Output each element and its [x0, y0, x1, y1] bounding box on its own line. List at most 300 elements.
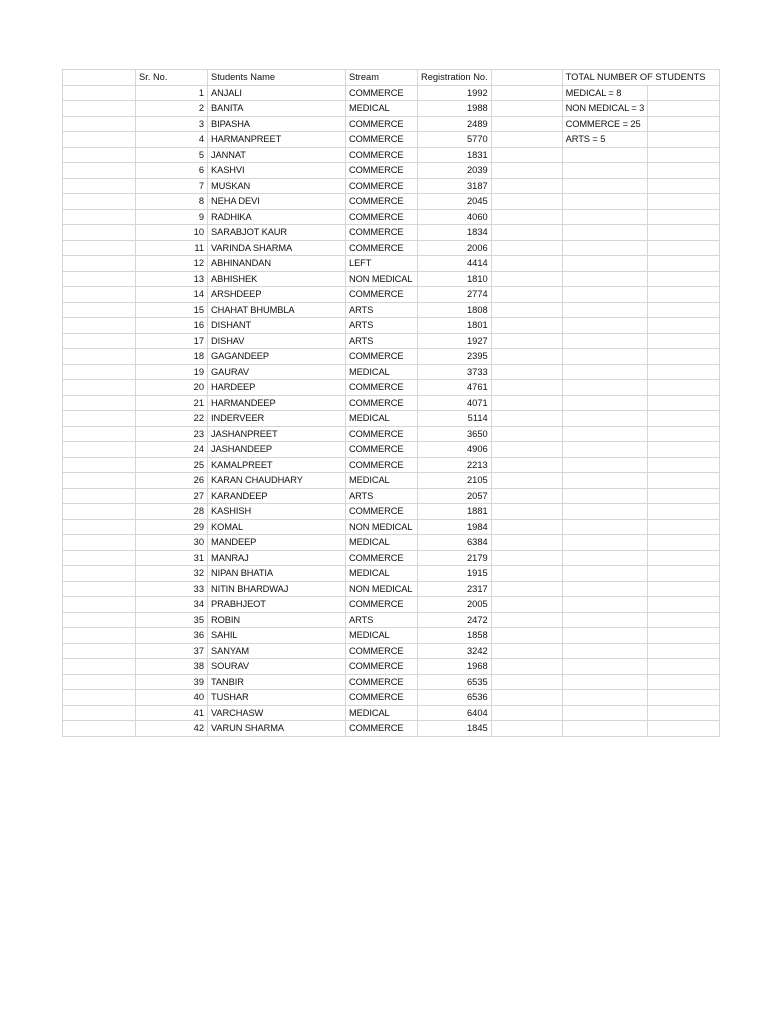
blank-cell [491, 535, 562, 551]
blank-cell [491, 581, 562, 597]
registration-no-cell: 2489 [418, 116, 492, 132]
student-name-cell: BANITA [208, 101, 346, 117]
blank-cell [648, 225, 720, 241]
blank-cell [63, 209, 136, 225]
summary-cell [562, 209, 648, 225]
sr-no-cell: 35 [136, 612, 208, 628]
student-name-cell: HARMANPREET [208, 132, 346, 148]
student-name-cell: DISHANT [208, 318, 346, 334]
stream-cell: NON MEDICAL [346, 271, 418, 287]
blank-cell [648, 457, 720, 473]
registration-no-cell: 2317 [418, 581, 492, 597]
stream-cell: MEDICAL [346, 364, 418, 380]
stream-cell: NON MEDICAL [346, 581, 418, 597]
table-row [63, 287, 720, 303]
blank-cell [491, 628, 562, 644]
table-row [63, 721, 720, 737]
blank-cell [491, 705, 562, 721]
table-row [63, 442, 720, 458]
table-row [63, 473, 720, 489]
stream-cell: COMMERCE [346, 209, 418, 225]
sr-no-cell: 19 [136, 364, 208, 380]
summary-cell [562, 271, 648, 287]
table-row [63, 535, 720, 551]
blank-cell [648, 411, 720, 427]
summary-cell [562, 442, 648, 458]
student-name-cell: KASHVI [208, 163, 346, 179]
blank-cell [63, 519, 136, 535]
blank-cell [63, 628, 136, 644]
summary-cell [562, 411, 648, 427]
summary-cell [562, 395, 648, 411]
student-name-cell: DISHAV [208, 333, 346, 349]
summary-cell: ARTS = 5 [562, 132, 648, 148]
table-row [63, 488, 720, 504]
blank-cell [63, 581, 136, 597]
summary-cell [562, 364, 648, 380]
table-row [63, 380, 720, 396]
registration-no-cell: 6536 [418, 690, 492, 706]
table-row [63, 643, 720, 659]
blank-cell [63, 302, 136, 318]
summary-cell [562, 628, 648, 644]
student-name-cell: INDERVEER [208, 411, 346, 427]
blank-cell [491, 364, 562, 380]
summary-cell: TOTAL NUMBER OF STUDENTS [562, 70, 720, 86]
summary-cell [562, 690, 648, 706]
student-name-cell: KAMALPREET [208, 457, 346, 473]
student-name-cell: JASHANPREET [208, 426, 346, 442]
blank-cell [491, 318, 562, 334]
stream-cell: ARTS [346, 612, 418, 628]
student-name-cell: NIPAN BHATIA [208, 566, 346, 582]
blank-cell [491, 473, 562, 489]
blank-cell [491, 349, 562, 365]
registration-no-cell: 2395 [418, 349, 492, 365]
table-row [63, 457, 720, 473]
blank-cell [63, 488, 136, 504]
summary-cell [562, 612, 648, 628]
blank-cell [491, 132, 562, 148]
blank-cell [63, 271, 136, 287]
stream-cell: MEDICAL [346, 705, 418, 721]
blank-cell [491, 225, 562, 241]
blank-cell [491, 519, 562, 535]
student-name-cell: MUSKAN [208, 178, 346, 194]
sr-no-cell: 34 [136, 597, 208, 613]
blank-cell [63, 690, 136, 706]
sr-no-cell: 32 [136, 566, 208, 582]
student-name-cell: SAHIL [208, 628, 346, 644]
registration-no-cell: 1858 [418, 628, 492, 644]
stream-cell: MEDICAL [346, 628, 418, 644]
blank-cell [648, 380, 720, 396]
sr-no-cell: 17 [136, 333, 208, 349]
blank-cell [648, 628, 720, 644]
sr-no-cell: 3 [136, 116, 208, 132]
blank-cell [491, 504, 562, 520]
summary-cell: MEDICAL = 8 [562, 85, 648, 101]
blank-cell [491, 550, 562, 566]
registration-no-cell: 6404 [418, 705, 492, 721]
student-name-cell: JANNAT [208, 147, 346, 163]
blank-cell [63, 457, 136, 473]
sr-no-cell: 31 [136, 550, 208, 566]
blank-cell [491, 643, 562, 659]
registration-no-cell: 1810 [418, 271, 492, 287]
blank-cell [491, 240, 562, 256]
blank-cell [63, 643, 136, 659]
blank-cell [491, 566, 562, 582]
blank-cell [491, 163, 562, 179]
blank-cell [491, 333, 562, 349]
header-stream: Stream [346, 70, 418, 86]
sr-no-cell: 36 [136, 628, 208, 644]
blank-cell [491, 271, 562, 287]
stream-cell: LEFT [346, 256, 418, 272]
summary-cell [562, 457, 648, 473]
blank-cell [648, 519, 720, 535]
summary-cell [562, 504, 648, 520]
blank-cell [491, 442, 562, 458]
blank-cell [491, 209, 562, 225]
registration-no-cell: 2006 [418, 240, 492, 256]
blank-cell [63, 705, 136, 721]
stream-cell: COMMERCE [346, 225, 418, 241]
student-name-cell: GAURAV [208, 364, 346, 380]
summary-cell [562, 147, 648, 163]
blank-cell [63, 101, 136, 117]
stream-cell: MEDICAL [346, 411, 418, 427]
stream-cell: COMMERCE [346, 147, 418, 163]
summary-cell [562, 318, 648, 334]
registration-no-cell: 2057 [418, 488, 492, 504]
stream-cell: COMMERCE [346, 194, 418, 210]
stream-cell: COMMERCE [346, 163, 418, 179]
stream-cell: COMMERCE [346, 504, 418, 520]
sr-no-cell: 22 [136, 411, 208, 427]
blank-cell [63, 674, 136, 690]
stream-cell: ARTS [346, 333, 418, 349]
blank-cell [491, 70, 562, 86]
blank-cell [648, 240, 720, 256]
blank-cell [648, 395, 720, 411]
blank-cell [63, 659, 136, 675]
blank-cell [491, 302, 562, 318]
blank-cell [63, 163, 136, 179]
blank-cell [63, 535, 136, 551]
table-row [63, 504, 720, 520]
blank-cell [63, 550, 136, 566]
registration-no-cell: 3650 [418, 426, 492, 442]
summary-cell [562, 550, 648, 566]
blank-cell [63, 349, 136, 365]
registration-no-cell: 2472 [418, 612, 492, 628]
sr-no-cell: 42 [136, 721, 208, 737]
registration-no-cell: 1845 [418, 721, 492, 737]
blank-cell [63, 380, 136, 396]
registration-no-cell: 2213 [418, 457, 492, 473]
student-name-cell: NITIN BHARDWAJ [208, 581, 346, 597]
registration-no-cell: 1881 [418, 504, 492, 520]
blank-cell [491, 256, 562, 272]
blank-cell [648, 147, 720, 163]
sr-no-cell: 7 [136, 178, 208, 194]
student-name-cell: JASHANDEEP [208, 442, 346, 458]
sr-no-cell: 24 [136, 442, 208, 458]
student-name-cell: ROBIN [208, 612, 346, 628]
summary-cell [562, 349, 648, 365]
registration-no-cell: 2039 [418, 163, 492, 179]
student-name-cell: SARABJOT KAUR [208, 225, 346, 241]
blank-cell [63, 597, 136, 613]
registration-no-cell: 1831 [418, 147, 492, 163]
summary-cell [562, 566, 648, 582]
blank-cell [648, 163, 720, 179]
sr-no-cell: 33 [136, 581, 208, 597]
blank-cell [63, 240, 136, 256]
stream-cell: COMMERCE [346, 240, 418, 256]
stream-cell: COMMERCE [346, 426, 418, 442]
registration-no-cell: 2105 [418, 473, 492, 489]
registration-no-cell: 2045 [418, 194, 492, 210]
summary-cell [562, 705, 648, 721]
blank-cell [63, 256, 136, 272]
summary-cell [562, 488, 648, 504]
table-row [63, 163, 720, 179]
blank-cell [491, 380, 562, 396]
registration-no-cell: 4761 [418, 380, 492, 396]
sr-no-cell: 13 [136, 271, 208, 287]
stream-cell: COMMERCE [346, 457, 418, 473]
student-name-cell: KARAN CHAUDHARY [208, 473, 346, 489]
blank-cell [63, 612, 136, 628]
summary-cell [562, 721, 648, 737]
sr-no-cell: 6 [136, 163, 208, 179]
summary-cell [562, 302, 648, 318]
table-row [63, 318, 720, 334]
blank-cell [648, 581, 720, 597]
summary-cell [562, 194, 648, 210]
stream-cell: NON MEDICAL [346, 519, 418, 535]
table-row [63, 147, 720, 163]
table-row [63, 349, 720, 365]
blank-cell [491, 116, 562, 132]
stream-cell: ARTS [346, 318, 418, 334]
registration-no-cell: 3187 [418, 178, 492, 194]
registration-no-cell: 1968 [418, 659, 492, 675]
stream-cell: COMMERCE [346, 597, 418, 613]
table-row [63, 690, 720, 706]
blank-cell [648, 690, 720, 706]
sr-no-cell: 26 [136, 473, 208, 489]
sr-no-cell: 29 [136, 519, 208, 535]
sr-no-cell: 15 [136, 302, 208, 318]
summary-cell: COMMERCE = 25 [562, 116, 648, 132]
sr-no-cell: 41 [136, 705, 208, 721]
table-row [63, 240, 720, 256]
blank-cell [63, 364, 136, 380]
stream-cell: COMMERCE [346, 643, 418, 659]
sr-no-cell: 8 [136, 194, 208, 210]
student-name-cell: RADHIKA [208, 209, 346, 225]
stream-cell: COMMERCE [346, 85, 418, 101]
registration-no-cell: 6535 [418, 674, 492, 690]
sr-no-cell: 16 [136, 318, 208, 334]
stream-cell: MEDICAL [346, 101, 418, 117]
summary-cell [562, 659, 648, 675]
stream-cell: COMMERCE [346, 116, 418, 132]
student-name-cell: GAGANDEEP [208, 349, 346, 365]
blank-cell [648, 721, 720, 737]
registration-no-cell: 1988 [418, 101, 492, 117]
registration-no-cell: 1801 [418, 318, 492, 334]
blank-cell [491, 612, 562, 628]
sr-no-cell: 10 [136, 225, 208, 241]
summary-cell: NON MEDICAL = 3 [562, 101, 648, 117]
sr-no-cell: 30 [136, 535, 208, 551]
blank-cell [63, 132, 136, 148]
table-row [63, 364, 720, 380]
student-name-cell: ABHISHEK [208, 271, 346, 287]
table-row [63, 411, 720, 427]
blank-cell [648, 256, 720, 272]
blank-cell [63, 225, 136, 241]
blank-cell [491, 178, 562, 194]
blank-cell [491, 426, 562, 442]
registration-no-cell: 2179 [418, 550, 492, 566]
student-name-cell: SOURAV [208, 659, 346, 675]
stream-cell: MEDICAL [346, 535, 418, 551]
registration-no-cell: 6384 [418, 535, 492, 551]
summary-cell [562, 426, 648, 442]
table-row [63, 705, 720, 721]
sr-no-cell: 25 [136, 457, 208, 473]
stream-cell: COMMERCE [346, 550, 418, 566]
blank-cell [648, 349, 720, 365]
summary-cell [562, 256, 648, 272]
blank-cell [491, 674, 562, 690]
summary-cell [562, 674, 648, 690]
sr-no-cell: 39 [136, 674, 208, 690]
blank-cell [648, 302, 720, 318]
blank-cell [491, 287, 562, 303]
blank-cell [648, 550, 720, 566]
blank-cell [63, 70, 136, 86]
blank-cell [63, 318, 136, 334]
table-row [63, 566, 720, 582]
student-name-cell: CHAHAT BHUMBLA [208, 302, 346, 318]
table-row [63, 101, 720, 117]
summary-cell [562, 287, 648, 303]
summary-cell [562, 535, 648, 551]
blank-cell [63, 473, 136, 489]
table-row [63, 612, 720, 628]
blank-cell [648, 442, 720, 458]
registration-no-cell: 1927 [418, 333, 492, 349]
sr-no-cell: 20 [136, 380, 208, 396]
blank-cell [648, 488, 720, 504]
summary-cell [562, 380, 648, 396]
blank-cell [648, 333, 720, 349]
blank-cell [648, 473, 720, 489]
table-row [63, 132, 720, 148]
blank-cell [648, 364, 720, 380]
blank-cell [63, 178, 136, 194]
stream-cell: ARTS [346, 302, 418, 318]
blank-cell [63, 287, 136, 303]
stream-cell: ARTS [346, 488, 418, 504]
sr-no-cell: 2 [136, 101, 208, 117]
summary-cell [562, 643, 648, 659]
blank-cell [648, 116, 720, 132]
stream-cell: COMMERCE [346, 132, 418, 148]
sr-no-cell: 37 [136, 643, 208, 659]
summary-cell [562, 178, 648, 194]
table-row [63, 674, 720, 690]
summary-cell [562, 581, 648, 597]
blank-cell [63, 504, 136, 520]
sr-no-cell: 28 [136, 504, 208, 520]
blank-cell [648, 535, 720, 551]
table-row [63, 426, 720, 442]
blank-cell [491, 147, 562, 163]
blank-cell [63, 333, 136, 349]
registration-no-cell: 4414 [418, 256, 492, 272]
registration-no-cell: 2005 [418, 597, 492, 613]
student-name-cell: KARANDEEP [208, 488, 346, 504]
table-row [63, 597, 720, 613]
blank-cell [63, 116, 136, 132]
stream-cell: COMMERCE [346, 178, 418, 194]
blank-cell [63, 566, 136, 582]
blank-cell [648, 566, 720, 582]
blank-cell [648, 85, 720, 101]
sr-no-cell: 5 [136, 147, 208, 163]
summary-cell [562, 473, 648, 489]
student-name-cell: BIPASHA [208, 116, 346, 132]
sr-no-cell: 38 [136, 659, 208, 675]
blank-cell [648, 643, 720, 659]
student-name-cell: MANDEEP [208, 535, 346, 551]
sr-no-cell: 9 [136, 209, 208, 225]
sr-no-cell: 21 [136, 395, 208, 411]
registration-no-cell: 1984 [418, 519, 492, 535]
table-row [63, 178, 720, 194]
student-name-cell: HARDEEP [208, 380, 346, 396]
table-row [63, 85, 720, 101]
registration-no-cell: 1915 [418, 566, 492, 582]
student-name-cell: MANRAJ [208, 550, 346, 566]
sr-no-cell: 40 [136, 690, 208, 706]
blank-cell [648, 612, 720, 628]
student-name-cell: VARINDA SHARMA [208, 240, 346, 256]
table-row [63, 256, 720, 272]
student-name-cell: VARUN SHARMA [208, 721, 346, 737]
blank-cell [491, 411, 562, 427]
blank-cell [648, 178, 720, 194]
blank-cell [648, 504, 720, 520]
blank-cell [648, 674, 720, 690]
stream-cell: COMMERCE [346, 287, 418, 303]
blank-cell [63, 85, 136, 101]
student-name-cell: ARSHDEEP [208, 287, 346, 303]
student-name-cell: PRABHJEOT [208, 597, 346, 613]
blank-cell [63, 395, 136, 411]
sr-no-cell: 12 [136, 256, 208, 272]
blank-cell [491, 395, 562, 411]
student-name-cell: SANYAM [208, 643, 346, 659]
